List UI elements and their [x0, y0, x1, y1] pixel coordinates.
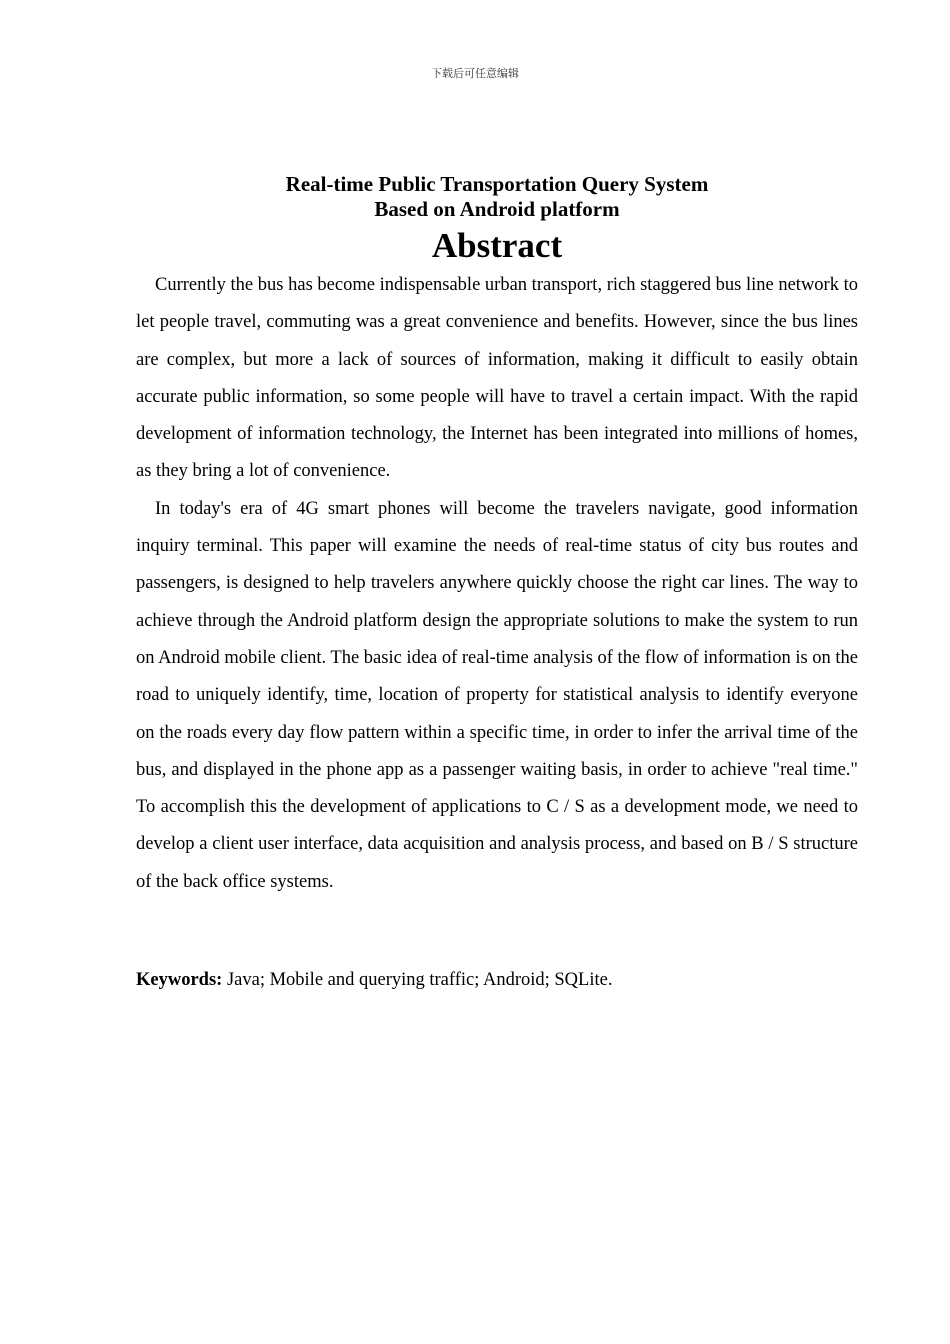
document-body: [136, 172, 858, 992]
keywords-text: Java; Mobile and querying traffic; Android; SQLite.: [222, 970, 613, 991]
abstract-heading: Abstract: [431, 226, 563, 265]
title-line-2: Based on Android platform: [374, 197, 620, 221]
document-title: [136, 172, 858, 222]
abstract-paragraph-1: Currently the bus has become indispensable urban transport, rich staggered bus line network to let people travel, commuting was a great convenience and benefits. However, since the bus lines are complex, but more a lack of sources of information, making it difficult to easily obtain accurate public information, so some people will have to travel a certain impact. With the rapid development of information technology, the Internet has been integrated into millions of homes, as they bring a lot of convenience.: [136, 275, 858, 482]
keywords-label: Keywords:: [136, 970, 223, 991]
keywords-line: [136, 968, 858, 992]
page-header-note: 下载后可任意编辑: [431, 67, 519, 80]
title-line-1: Real-time Public Transportation Query System: [285, 172, 709, 196]
abstract-paragraph-2: In today's era of 4G smart phones will become the travelers navigate, good information inquiry terminal. This paper will examine the needs of real-time status of city bus routes and passengers, is designed to help travelers anywhere quickly choose the right car lines. The way to achieve through the Android platform design the appropriate solutions to make the system to run on Android mobile client. The basic idea of real-time analysis of the flow of information is on the road to uniquely identify, time, location of property for statistical analysis to identify everyone on the roads every day flow pattern within a specific time, in order to infer the arrival time of the bus, and displayed in the phone app as a passenger waiting basis, in order to achieve "real time." To accomplish this the development of applications to C / S as a development mode, we need to develop a client user interface, data acquisition and analysis process, and based on B / S structure of the back office systems.: [136, 498, 859, 892]
